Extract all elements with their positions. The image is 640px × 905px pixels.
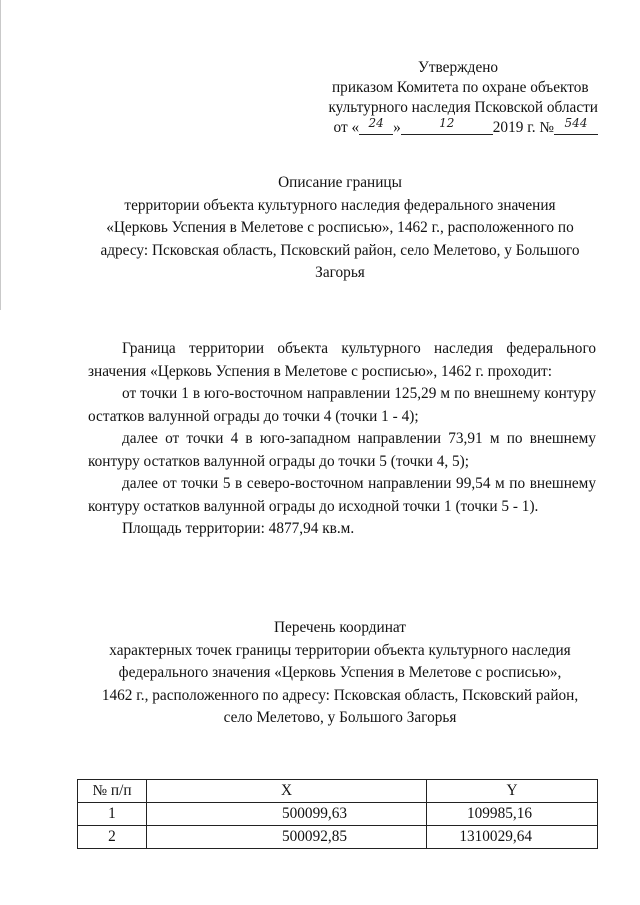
header-x: X	[147, 780, 427, 803]
header-y: Y	[427, 780, 598, 803]
coordinates-list-title	[72, 617, 608, 730]
cell-y: 1310029,64	[427, 826, 598, 849]
cell-y: 109985,16	[427, 803, 598, 826]
list-title-line-2: характерных точек границы территории объекта культурного наследия	[109, 641, 571, 659]
day-handwritten: 24	[368, 116, 384, 130]
header-number: № п/п	[78, 780, 147, 803]
cell-number: 1	[78, 803, 147, 826]
paragraph-segment-1: от точки 1 в юго-восточном направлении 125,29 м по внешнему контуру остатков валунной ограды до точки 4 (точки 1 - 4);	[88, 385, 596, 425]
cell-x: 500092,85	[147, 826, 427, 849]
approval-date-line	[298, 118, 598, 138]
table-header-row	[78, 780, 598, 803]
list-title-line-5: село Мелетово, у Большого Загорья	[223, 709, 457, 726]
month-blank	[401, 118, 493, 135]
approval-order-line: приказом Комитета по охране объектов	[332, 79, 589, 96]
title-line-4: адресу: Псковская область, Псковский район, село Мелетово, у Большого	[100, 241, 580, 259]
description-title	[60, 172, 620, 285]
paragraph-intro: Граница территории объекта культурного наследия федерального значения «Церковь Успения в Мелетове с росписью», 1462 г. проходит:	[88, 340, 596, 380]
day-blank	[359, 118, 393, 135]
quote-close: »	[393, 119, 401, 136]
title-line-2: территории объекта культурного наследия федерального значения	[124, 196, 556, 214]
month-handwritten: 12	[439, 116, 455, 130]
table-row	[78, 826, 598, 849]
boundary-description	[88, 338, 596, 541]
list-title-line-4: 1462 г., расположенного по адресу: Псковская область, Псковский район,	[101, 686, 579, 704]
paragraph-area: Площадь территории: 4877,94 кв.м.	[122, 520, 355, 537]
cell-number: 2	[78, 826, 147, 849]
approval-heading: Утверждено	[418, 59, 499, 76]
title-line-1: Описание границы	[278, 174, 402, 191]
paragraph-segment-2: далее от точки 4 в юго-западном направлении 73,91 м по внешнему контуру остатков валунной ограды до точки 5 (точки 4, 5);	[88, 430, 596, 470]
table-row	[78, 803, 598, 826]
date-prefix: от «	[333, 119, 360, 136]
list-title-line-3: федерального значения «Церковь Успения в Мелетове с росписью»,	[118, 664, 562, 681]
paragraph-segment-3: далее от точки 5 в северо-восточном направлении 99,54 м по внешнему контуру остатков валунной ограды до исходной точки 1 (точки 5 - 1).	[88, 475, 596, 515]
number-blank	[554, 118, 598, 135]
page-edge	[0, 0, 1, 310]
number-handwritten: 544	[564, 116, 588, 130]
year-text: 2019 г. №	[492, 119, 554, 136]
approval-committee-line: культурного наследия Псковской области	[328, 99, 598, 116]
title-line-3: «Церковь Успения в Мелетове с росписью», 1462 г., расположенного по	[106, 219, 574, 236]
cell-x: 500099,63	[147, 803, 427, 826]
approval-block	[298, 58, 598, 138]
list-title-line-1: Перечень координат	[274, 619, 406, 636]
coordinates-table	[77, 779, 598, 849]
title-line-5: Загорья	[315, 264, 365, 281]
